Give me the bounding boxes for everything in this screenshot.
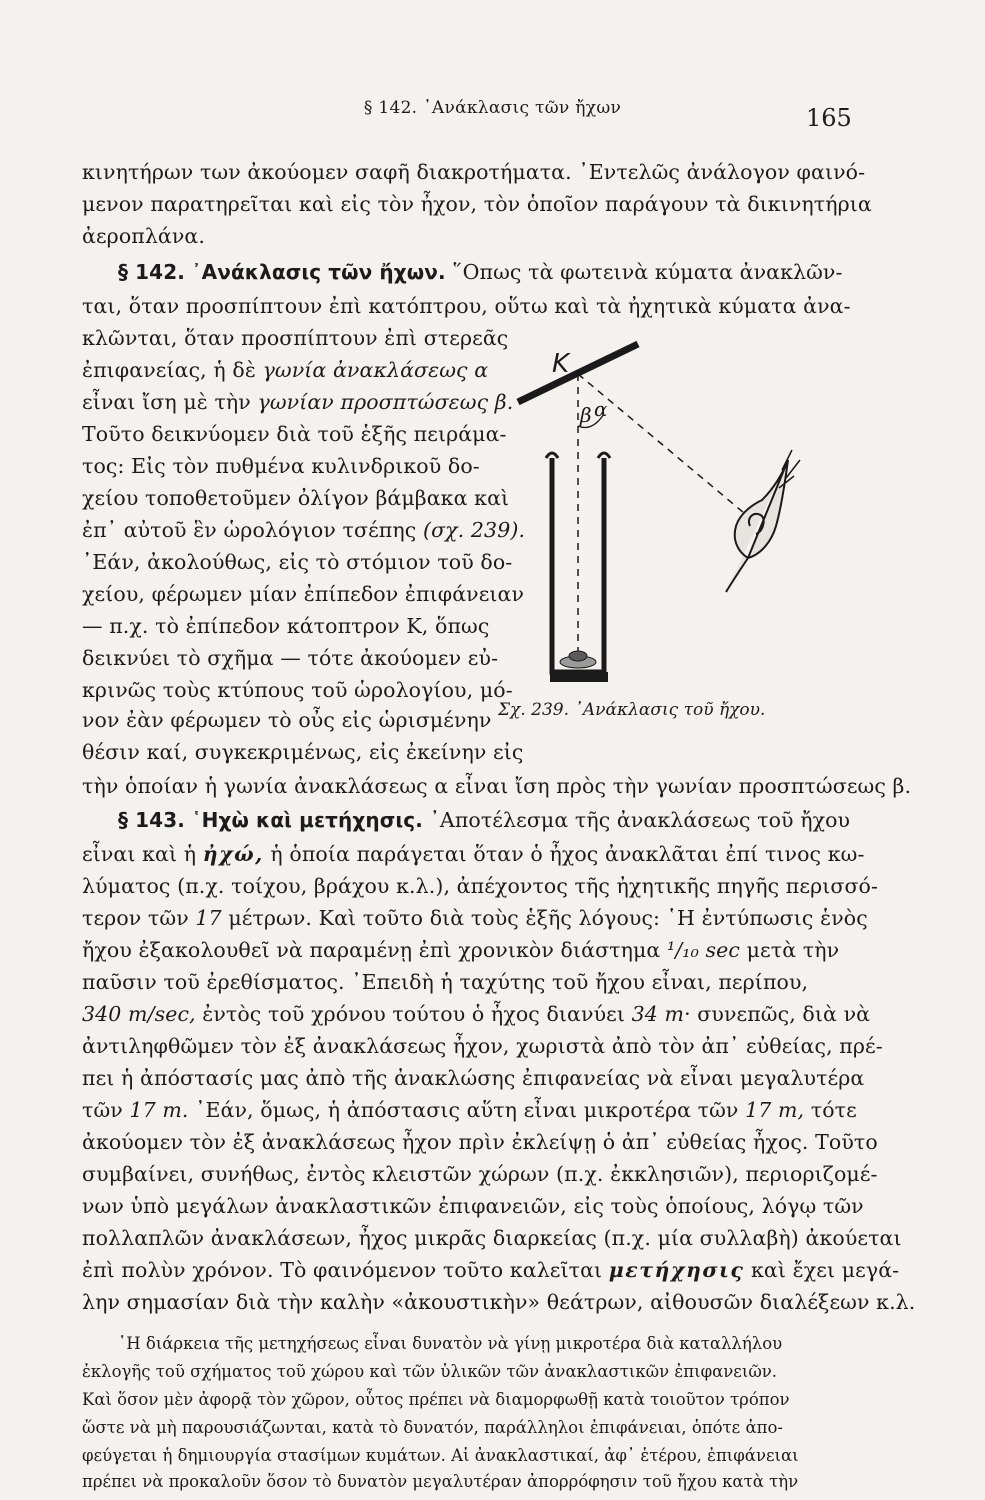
- note-line: ἐκλογῆς τοῦ σχήματος τοῦ χώρου καὶ τῶν ὑλικῶν τῶν ἀνακλαστικῶν ἐπιφανειῶν.: [82, 1362, 778, 1381]
- note-line: Καὶ ὅσον μὲν ἀφορᾷ τὸν χῶρον, οὗτος πρέπει νὰ διαμορφωθῇ κατὰ τοιοῦτον τρόπον: [82, 1390, 790, 1409]
- body-line: ἀκούομεν τὸν ἐξ ἀνακλάσεως ἦχον πρὶν ἐκλείψῃ ὁ ἀπ᾿ εὐθείας ἦχος. Τοῦτο: [82, 1130, 878, 1154]
- body-line: κρινῶς τοὺς κτύπους τοῦ ὡρολογίου, μό-: [82, 678, 513, 702]
- body-line: ᾿Εάν, ἀκολούθως, εἰς τὸ στόμιον τοῦ δο-: [82, 550, 513, 574]
- body-line: [82, 518, 525, 542]
- body-text: εἶναι καὶ ἡ: [82, 842, 197, 866]
- body-text: ἐντὸς τοῦ χρόνου τούτου ὁ ἦχος διανύει: [202, 1002, 625, 1026]
- vessel-base: [550, 672, 608, 682]
- body-line: πει ἡ ἀπόστασίς μας ἀπὸ τῆς ἀνακλώσης ἐπιφανείας νὰ εἶναι μεγαλυτέρα: [82, 1066, 865, 1090]
- body-text: μετὰ τὴν: [746, 938, 840, 962]
- body-text: καὶ ἔχει μεγά-: [751, 1258, 900, 1282]
- body-line: χείου τοποθετοῦμεν ὀλίγον βάμβακα καὶ: [82, 486, 510, 510]
- body-line: [82, 1098, 857, 1122]
- section-142-number: § 142.: [118, 260, 185, 284]
- body-line: συμβαίνει, συνήθως, ἐντὸς κλειστῶν χώρων (π.χ. ἐκκλησιῶν), περιοριζομέ-: [82, 1162, 878, 1186]
- figure-reference: (σχ. 239).: [422, 518, 526, 542]
- body-line: [82, 1002, 870, 1026]
- body-line: Τοῦτο δεικνύομεν διὰ τοῦ ἑξῆς πειράμα-: [82, 422, 507, 446]
- body-text: · συνεπῶς, διὰ νὰ: [684, 1002, 871, 1026]
- number-value: 17 m.: [129, 1098, 189, 1122]
- body-text: μέτρων. Καὶ τοῦτο διὰ τοὺς ἑξῆς λόγους: ῾Η ἐντύπωσις ἑνὸς: [228, 906, 868, 930]
- number-value: 340 m/sec,: [82, 1002, 196, 1026]
- body-line: κλῶνται, ὅταν προσπίπτουν ἐπὶ στερεᾶς: [82, 326, 509, 350]
- body-line: λύματος (π.χ. τοίχου, βράχου κ.λ.), ἀπέχοντος τῆς ἠχητικῆς πηγῆς περισσό-: [82, 874, 879, 898]
- term-reverberation: μετήχησις: [608, 1258, 745, 1282]
- page-number: 165: [806, 104, 852, 132]
- note-line: ῾Η διάρκεια τῆς μετηχήσεως εἶναι δυνατὸν νὰ γίνῃ μικροτέρα διὰ καταλλήλου: [118, 1334, 783, 1353]
- body-line: — π.χ. τὸ ἐπίπεδον κάτοπτρον Κ, ὅπως: [82, 614, 490, 638]
- body-line: πολλαπλῶν ἀνακλάσεων, ἦχος μικρᾶς διαρκείας (π.χ. μία συλλαβὴ) ἀκούεται: [82, 1226, 902, 1250]
- section-142-text: ῞Οπως τὰ φωτεινὰ κύματα ἀνακλῶν-: [452, 260, 843, 284]
- body-line: ἀντιληφθῶμεν τὸν ἐξ ἀνακλάσεως ἦχον, χωριστὰ ἀπὸ τὸν ἀπ᾿ εὐθείας, πρέ-: [82, 1034, 883, 1058]
- body-text: ἐπὶ πολὺν χρόνον. Τὸ φαινόμενον τοῦτο καλεῖται: [82, 1258, 603, 1282]
- angle-alpha-label: α: [594, 397, 608, 421]
- angle-beta-label: β: [580, 403, 592, 427]
- body-line: τὴν ὁποίαν ἡ γωνία ἀνακλάσεως α εἶναι ἴση πρὸς τὴν γωνίαν προσπτώσεως β.: [82, 774, 912, 798]
- section-142-first-line: [118, 260, 843, 284]
- body-line: [82, 358, 488, 382]
- body-line: παῦσιν τοῦ ἐρεθίσματος. ᾿Επειδὴ ἡ ταχύτης τοῦ ἤχου εἶναι, περίπου,: [82, 970, 809, 994]
- body-line: νον ἐὰν φέρωμεν τὸ οὖς εἰς ὡρισμένην: [82, 708, 492, 732]
- body-text: ἤχου ἐξακολουθεῖ νὰ παραμένῃ ἐπὶ χρονικὸν διάστημα: [82, 938, 661, 962]
- figure-239: [500, 330, 810, 700]
- body-line: [82, 1258, 899, 1282]
- listener-ear: [726, 450, 800, 592]
- note-line: πρέπει νὰ προκαλοῦν ὅσον τὸ δυνατὸν μεγαλυτέραν ἀπορρόφησιν τοῦ ἤχου κατὰ τὴν: [82, 1472, 799, 1491]
- intro-line: μενον παρατηρεῖται καὶ εἰς τὸν ἦχον, τὸν ὁποῖον παράγουν τὰ δικινητήρια: [82, 192, 872, 216]
- vessel-lip-right: [598, 453, 610, 458]
- body-text: ἡ ὁποία παράγεται ὅταν ὁ ἦχος ἀνακλᾶται ἐπί τινος κω-: [270, 842, 865, 866]
- term-incidence-angle: γωνίαν προσπτώσεως β.: [257, 390, 514, 414]
- intro-line: ἀεροπλάνα.: [82, 224, 205, 248]
- section-143-first-line: [118, 808, 850, 832]
- body-line: λην σημασίαν διὰ τὴν καλὴν «ἀκουστικὴν» θεάτρων, αἰθουσῶν διαλέξεων κ.λ.: [82, 1290, 916, 1314]
- vessel-lip-left: [546, 453, 558, 458]
- note-line: ὥστε νὰ μὴ παρουσιάζωνται, κατὰ τὸ δυνατόν, παράλληλοι ἐπιφάνειαι, ὁπότε ἀπο-: [82, 1418, 783, 1437]
- note-line: φεύγεται ἡ δημιουργία στασίμων κυμάτων. Αἱ ἀνακλαστικαί, ἀφ᾿ ἑτέρου, ἐπιφάνειαι: [82, 1446, 799, 1465]
- body-text: τῶν: [82, 1098, 123, 1122]
- body-line: χείου, φέρωμεν μίαν ἐπίπεδον ἐπιφάνειαν: [82, 582, 525, 606]
- number-value: 17: [195, 906, 222, 930]
- body-line: [82, 906, 868, 930]
- intro-line: κινητήρων των ἀκούομεν σαφῆ διακροτήματα. ᾿Εντελῶς ἀνάλογον φαινό-: [82, 160, 866, 184]
- figure-caption: Σχ. 239. ᾿Ανάκλασις τοῦ ἤχου.: [498, 700, 766, 720]
- body-line: νων ὑπὸ μεγάλων ἀνακλαστικῶν ἐπιφανειῶν, εἰς τοὺς ὁποίους, λόγῳ τῶν: [82, 1194, 864, 1218]
- section-143-number: § 143.: [118, 808, 185, 832]
- number-value: 17 m,: [745, 1098, 805, 1122]
- body-text: ἐπ᾿ αὐτοῦ ἓν ὡρολόγιον τσέπης: [82, 518, 417, 542]
- section-143-title: ῾Ηχὼ καὶ μετήχησις.: [191, 808, 423, 832]
- body-text: τερον τῶν: [82, 906, 189, 930]
- number-value: ¹/₁₀ sec: [666, 938, 740, 962]
- body-text: ἐπιφανείας, ἡ δὲ: [82, 358, 256, 382]
- term-echo: ἠχώ,: [202, 842, 264, 866]
- body-text: εἶναι ἴση μὲ τὴν: [82, 390, 251, 414]
- body-line: θέσιν καί, συγκεκριμένως, εἰς ἐκείνην εἰς: [82, 740, 524, 764]
- body-line: ται, ὅταν προσπίπτουν ἐπὶ κατόπτρου, οὕτω καὶ τὰ ἠχητικὰ κύματα ἀνα-: [82, 294, 851, 318]
- body-line: τος: Εἰς τὸν πυθμένα κυλινδρικοῦ δο-: [82, 454, 480, 478]
- pocket-watch: [569, 651, 587, 661]
- section-142-title: ᾿Ανάκλασις τῶν ἤχων.: [191, 260, 446, 284]
- body-text: ᾿Εάν, ὅμως, ἡ ἀπόστασις αὕτη εἶναι μικροτέρα τῶν: [195, 1098, 739, 1122]
- body-line: [82, 938, 839, 962]
- body-line: [82, 390, 513, 414]
- body-line: δεικνύει τὸ σχῆμα — τότε ἀκούομεν εὐ-: [82, 646, 499, 670]
- number-value: 34 m: [631, 1002, 685, 1026]
- mirror-label: Κ: [552, 349, 570, 379]
- body-text: τότε: [810, 1098, 857, 1122]
- term-reflection-angle: γωνία ἀνακλάσεως α: [262, 358, 489, 382]
- section-143-text: ᾿Αποτέλεσμα τῆς ἀνακλάσεως τοῦ ἤχου: [429, 808, 851, 832]
- body-line: [82, 842, 865, 866]
- running-title: § 142. ᾿Ανάκλασις τῶν ἤχων: [363, 98, 622, 118]
